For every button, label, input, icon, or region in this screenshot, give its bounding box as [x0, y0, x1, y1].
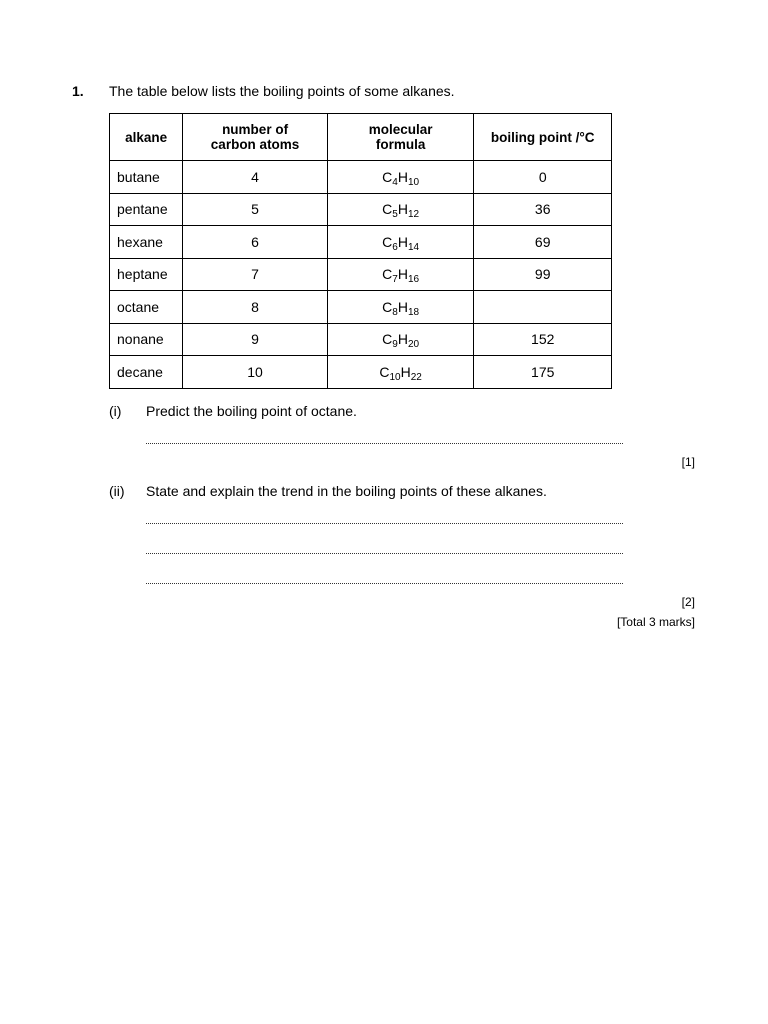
carbon-count: 7: [183, 258, 328, 291]
answer-line[interactable]: [146, 443, 623, 444]
boiling-point: 69: [474, 226, 612, 259]
molecular-formula: $C_5H_{12}$: [327, 193, 474, 226]
table-row: [110, 193, 612, 226]
alkane-name: heptane: [110, 258, 183, 291]
alkane-name: hexane: [110, 226, 183, 259]
table-row: [110, 291, 612, 324]
table-row: [110, 226, 612, 259]
table-row: [110, 356, 612, 389]
answer-line[interactable]: [146, 553, 623, 554]
carbon-count: 9: [183, 323, 328, 356]
total-marks: [Total 3 marks]: [616, 615, 695, 629]
molecular-formula: $C_7H_{16}$: [327, 258, 474, 291]
header-boiling-point: boiling point /°C: [474, 114, 612, 161]
boiling-point: 0: [474, 161, 612, 194]
header-alkane: alkane: [110, 114, 183, 161]
table-header-row: [110, 114, 612, 161]
part-i-question: Predict the boiling point of octane.: [146, 403, 357, 419]
boiling-point: 36: [474, 193, 612, 226]
alkane-name: decane: [110, 356, 183, 389]
boiling-point: 152: [474, 323, 612, 356]
molecular-formula: $C_6H_{14}$: [327, 226, 474, 259]
carbon-count: 4: [183, 161, 328, 194]
table-row: [110, 161, 612, 194]
carbon-count: 5: [183, 193, 328, 226]
molecular-formula: $C_9H_{20}$: [327, 323, 474, 356]
part-ii-question: State and explain the trend in the boiling points of these alkanes.: [146, 483, 547, 499]
part-ii-label: (ii): [109, 483, 125, 499]
alkane-name: butane: [110, 161, 183, 194]
table-row: [110, 323, 612, 356]
molecular-formula: $C_8H_{18}$: [327, 291, 474, 324]
carbon-count: 10: [183, 356, 328, 389]
carbon-count: 8: [183, 291, 328, 324]
alkane-table: [109, 113, 612, 389]
header-molecular-formula: molecular formula: [327, 114, 474, 161]
alkane-name: octane: [110, 291, 183, 324]
header-carbon-atoms: number of carbon atoms: [183, 114, 328, 161]
molecular-formula: $C_4H_{10}$: [327, 161, 474, 194]
part-i-marks: [1]: [681, 455, 695, 469]
molecular-formula: $C_{10}H_{22}$: [327, 356, 474, 389]
alkane-name: pentane: [110, 193, 183, 226]
question-intro: The table below lists the boiling points of some alkanes.: [109, 83, 455, 99]
part-i-label: (i): [109, 403, 122, 419]
answer-line[interactable]: [146, 583, 623, 584]
boiling-point: 175: [474, 356, 612, 389]
part-ii-marks: [2]: [681, 595, 695, 609]
question-number: 1.: [72, 83, 84, 99]
boiling-point: 99: [474, 258, 612, 291]
boiling-point-blank: [474, 291, 612, 324]
alkane-name: nonane: [110, 323, 183, 356]
table-row: [110, 258, 612, 291]
carbon-count: 6: [183, 226, 328, 259]
answer-line[interactable]: [146, 523, 623, 524]
